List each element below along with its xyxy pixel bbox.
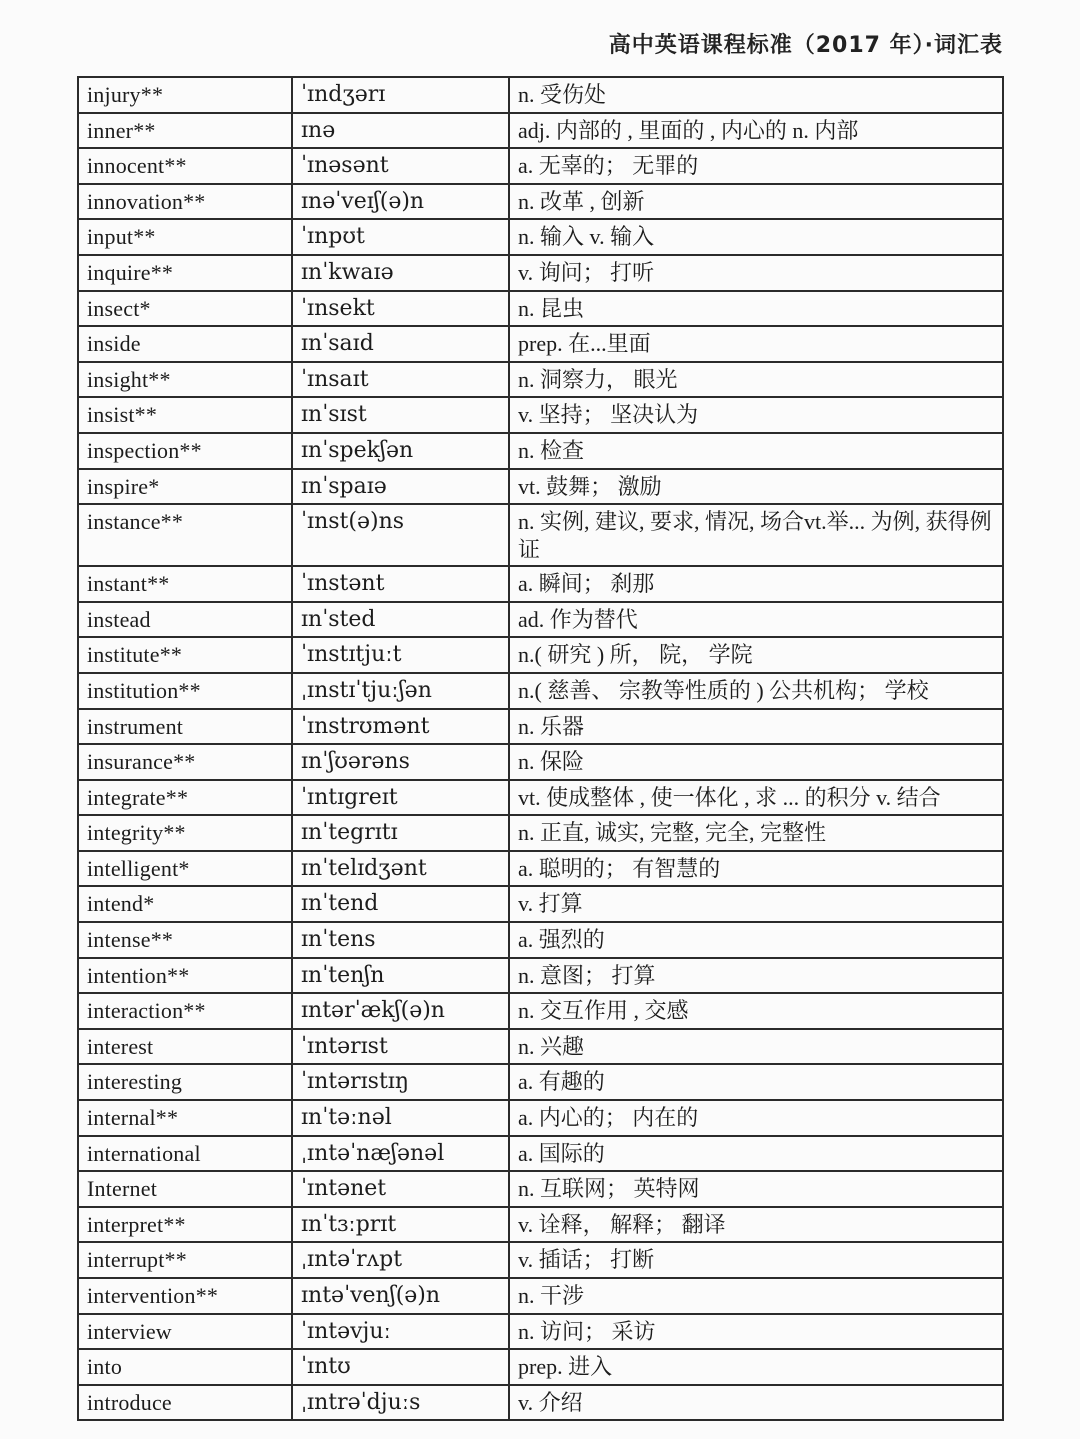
definition-cell: n. 受伤处 bbox=[509, 77, 1003, 113]
ipa-cell: ˈɪnsekt bbox=[292, 291, 509, 327]
definition-cell: prep. 进入 bbox=[509, 1349, 1003, 1385]
table-row bbox=[78, 433, 1003, 469]
word-cell: instrument bbox=[78, 709, 292, 745]
word-cell: interesting bbox=[78, 1064, 292, 1100]
word-cell: international bbox=[78, 1136, 292, 1172]
table-row bbox=[78, 1029, 1003, 1065]
word-cell: integrate** bbox=[78, 780, 292, 816]
ipa-cell: ɪntəˈvenʃ(ə)n bbox=[292, 1278, 509, 1314]
ipa-cell: ˈɪntənet bbox=[292, 1171, 509, 1207]
page-header-title: 高中英语课程标准（2017 年）·词汇表 bbox=[608, 33, 1003, 58]
definition-cell: n. 昆虫 bbox=[509, 291, 1003, 327]
ipa-cell: ɪnˈspekʃən bbox=[292, 433, 509, 469]
table-row bbox=[78, 148, 1003, 184]
definition-cell: vt. 使成整体 , 使一体化 , 求 ... 的积分 v. 结合 bbox=[509, 780, 1003, 816]
definition-cell: prep. 在...里面 bbox=[509, 326, 1003, 362]
definition-cell: n. 正直, 诚实, 完整, 完全, 完整性 bbox=[509, 815, 1003, 851]
ipa-cell: ˈɪnsaɪt bbox=[292, 362, 509, 398]
ipa-cell: ɪnˈtəːnəl bbox=[292, 1100, 509, 1136]
definition-cell: a. 国际的 bbox=[509, 1136, 1003, 1172]
definition-cell: n. 交互作用 , 交感 bbox=[509, 993, 1003, 1029]
table-row bbox=[78, 1136, 1003, 1172]
ipa-cell: ɪnˈtend bbox=[292, 886, 509, 922]
definition-cell: n. 干涉 bbox=[509, 1278, 1003, 1314]
table-row bbox=[78, 469, 1003, 505]
word-cell: inspection** bbox=[78, 433, 292, 469]
word-cell: intention** bbox=[78, 958, 292, 994]
table-row bbox=[78, 255, 1003, 291]
table-row bbox=[78, 1207, 1003, 1243]
ipa-cell: ˈɪntəvjuː bbox=[292, 1314, 509, 1350]
definition-cell: n.( 慈善、 宗教等性质的 ) 公共机构； 学校 bbox=[509, 673, 1003, 709]
definition-cell: adj. 内部的 , 里面的 , 内心的 n. 内部 bbox=[509, 113, 1003, 149]
ipa-cell: ɪnˈtenʃn bbox=[292, 958, 509, 994]
word-cell: inside bbox=[78, 326, 292, 362]
table-row bbox=[78, 744, 1003, 780]
ipa-cell: ɪnˈtens bbox=[292, 922, 509, 958]
word-cell: intelligent* bbox=[78, 851, 292, 887]
word-cell: into bbox=[78, 1349, 292, 1385]
table-row bbox=[78, 184, 1003, 220]
word-cell: intense** bbox=[78, 922, 292, 958]
table-row bbox=[78, 326, 1003, 362]
definition-cell: n. 意图； 打算 bbox=[509, 958, 1003, 994]
table-row bbox=[78, 815, 1003, 851]
word-cell: interrupt** bbox=[78, 1242, 292, 1278]
word-cell: intend* bbox=[78, 886, 292, 922]
word-cell: internal** bbox=[78, 1100, 292, 1136]
table-row bbox=[78, 602, 1003, 638]
word-cell: insurance** bbox=[78, 744, 292, 780]
table-row bbox=[78, 504, 1003, 566]
definition-cell: a. 有趣的 bbox=[509, 1064, 1003, 1100]
ipa-cell: ˈɪndʒərɪ bbox=[292, 77, 509, 113]
table-row bbox=[78, 219, 1003, 255]
ipa-cell: ˈɪntərɪstɪŋ bbox=[292, 1064, 509, 1100]
definition-cell: n. 访问； 采访 bbox=[509, 1314, 1003, 1350]
table-row bbox=[78, 362, 1003, 398]
word-cell: interpret** bbox=[78, 1207, 292, 1243]
definition-cell: vt. 鼓舞； 激励 bbox=[509, 469, 1003, 505]
word-cell: input** bbox=[78, 219, 292, 255]
definition-cell: a. 内心的； 内在的 bbox=[509, 1100, 1003, 1136]
word-cell: instance** bbox=[78, 504, 292, 566]
word-cell: introduce bbox=[78, 1385, 292, 1421]
ipa-cell: ˈɪntərɪst bbox=[292, 1029, 509, 1065]
table-row bbox=[78, 1171, 1003, 1207]
ipa-cell: ɪnəˈveɪʃ(ə)n bbox=[292, 184, 509, 220]
ipa-cell: ɪnˈsted bbox=[292, 602, 509, 638]
definition-cell: n. 互联网； 英特网 bbox=[509, 1171, 1003, 1207]
table-row bbox=[78, 1278, 1003, 1314]
definition-cell: n. 洞察力， 眼光 bbox=[509, 362, 1003, 398]
definition-cell: n. 改革 , 创新 bbox=[509, 184, 1003, 220]
word-cell: innocent** bbox=[78, 148, 292, 184]
definition-cell: v. 询问； 打听 bbox=[509, 255, 1003, 291]
definition-cell: n.( 研究 ) 所， 院， 学院 bbox=[509, 637, 1003, 673]
table-row bbox=[78, 1064, 1003, 1100]
word-cell: intervention** bbox=[78, 1278, 292, 1314]
table-row bbox=[78, 886, 1003, 922]
ipa-cell: ˈɪnpʊt bbox=[292, 219, 509, 255]
table-row bbox=[78, 566, 1003, 602]
ipa-cell: ɪnˈtegrɪtɪ bbox=[292, 815, 509, 851]
ipa-cell: ɪnˈtɜːprɪt bbox=[292, 1207, 509, 1243]
definition-cell: a. 强烈的 bbox=[509, 922, 1003, 958]
word-cell: interaction** bbox=[78, 993, 292, 1029]
word-cell: interview bbox=[78, 1314, 292, 1350]
definition-cell: v. 诠释， 解释； 翻译 bbox=[509, 1207, 1003, 1243]
word-cell: insect* bbox=[78, 291, 292, 327]
word-cell: institute** bbox=[78, 637, 292, 673]
ipa-cell: ˈɪnstənt bbox=[292, 566, 509, 602]
ipa-cell: ˈɪnstɪtjuːt bbox=[292, 637, 509, 673]
definition-cell: ad. 作为替代 bbox=[509, 602, 1003, 638]
definition-cell: v. 插话； 打断 bbox=[509, 1242, 1003, 1278]
table-row bbox=[78, 993, 1003, 1029]
ipa-cell: ˈɪntʊ bbox=[292, 1349, 509, 1385]
table-row bbox=[78, 291, 1003, 327]
definition-cell: n. 输入 v. 输入 bbox=[509, 219, 1003, 255]
table-row bbox=[78, 1242, 1003, 1278]
ipa-cell: ɪnˈkwaɪə bbox=[292, 255, 509, 291]
definition-cell: a. 瞬间； 刹那 bbox=[509, 566, 1003, 602]
ipa-cell: ɪnˈsɪst bbox=[292, 397, 509, 433]
word-cell: innovation** bbox=[78, 184, 292, 220]
table-row bbox=[78, 1100, 1003, 1136]
ipa-cell: ˈɪntɪgreɪt bbox=[292, 780, 509, 816]
table-row bbox=[78, 922, 1003, 958]
word-cell: inquire** bbox=[78, 255, 292, 291]
definition-cell: v. 坚持； 坚决认为 bbox=[509, 397, 1003, 433]
table-row bbox=[78, 113, 1003, 149]
table-row bbox=[78, 1314, 1003, 1350]
definition-cell: n. 乐器 bbox=[509, 709, 1003, 745]
definition-cell: a. 无辜的； 无罪的 bbox=[509, 148, 1003, 184]
definition-cell: n. 实例, 建议, 要求, 情况, 场合vt.举... 为例, 获得例证 bbox=[509, 504, 1003, 566]
definition-cell: n. 兴趣 bbox=[509, 1029, 1003, 1065]
word-cell: injury** bbox=[78, 77, 292, 113]
word-cell: integrity** bbox=[78, 815, 292, 851]
vocabulary-table-body bbox=[78, 77, 1003, 1420]
word-cell: institution** bbox=[78, 673, 292, 709]
definition-cell: v. 打算 bbox=[509, 886, 1003, 922]
table-row bbox=[78, 851, 1003, 887]
definition-cell: n. 检查 bbox=[509, 433, 1003, 469]
ipa-cell: ɪnˈsaɪd bbox=[292, 326, 509, 362]
word-cell: Internet bbox=[78, 1171, 292, 1207]
ipa-cell: ɪntərˈækʃ(ə)n bbox=[292, 993, 509, 1029]
table-row bbox=[78, 77, 1003, 113]
ipa-cell: ˌɪntəˈnæʃənəl bbox=[292, 1136, 509, 1172]
ipa-cell: ɪnˈspaɪə bbox=[292, 469, 509, 505]
word-cell: instead bbox=[78, 602, 292, 638]
table-row bbox=[78, 1385, 1003, 1421]
ipa-cell: ˌɪntəˈrʌpt bbox=[292, 1242, 509, 1278]
word-cell: insight** bbox=[78, 362, 292, 398]
table-row bbox=[78, 958, 1003, 994]
definition-cell: a. 聪明的； 有智慧的 bbox=[509, 851, 1003, 887]
table-row bbox=[78, 673, 1003, 709]
definition-cell: v. 介绍 bbox=[509, 1385, 1003, 1421]
ipa-cell: ɪnə bbox=[292, 113, 509, 149]
table-row bbox=[78, 637, 1003, 673]
ipa-cell: ɪnˈtelɪdʒənt bbox=[292, 851, 509, 887]
word-cell: interest bbox=[78, 1029, 292, 1065]
word-cell: inner** bbox=[78, 113, 292, 149]
table-row bbox=[78, 709, 1003, 745]
ipa-cell: ˌɪntrəˈdjuːs bbox=[292, 1385, 509, 1421]
ipa-cell: ˈɪnəsənt bbox=[292, 148, 509, 184]
ipa-cell: ˈɪnstrʊmənt bbox=[292, 709, 509, 745]
ipa-cell: ɪnˈʃʊərəns bbox=[292, 744, 509, 780]
table-row bbox=[78, 397, 1003, 433]
word-cell: insist** bbox=[78, 397, 292, 433]
table-row bbox=[78, 1349, 1003, 1385]
ipa-cell: ˌɪnstɪˈtjuːʃən bbox=[292, 673, 509, 709]
vocabulary-table bbox=[77, 76, 1004, 1421]
word-cell: instant** bbox=[78, 566, 292, 602]
ipa-cell: ˈɪnst(ə)ns bbox=[292, 504, 509, 566]
word-cell: inspire* bbox=[78, 469, 292, 505]
table-row bbox=[78, 780, 1003, 816]
definition-cell: n. 保险 bbox=[509, 744, 1003, 780]
